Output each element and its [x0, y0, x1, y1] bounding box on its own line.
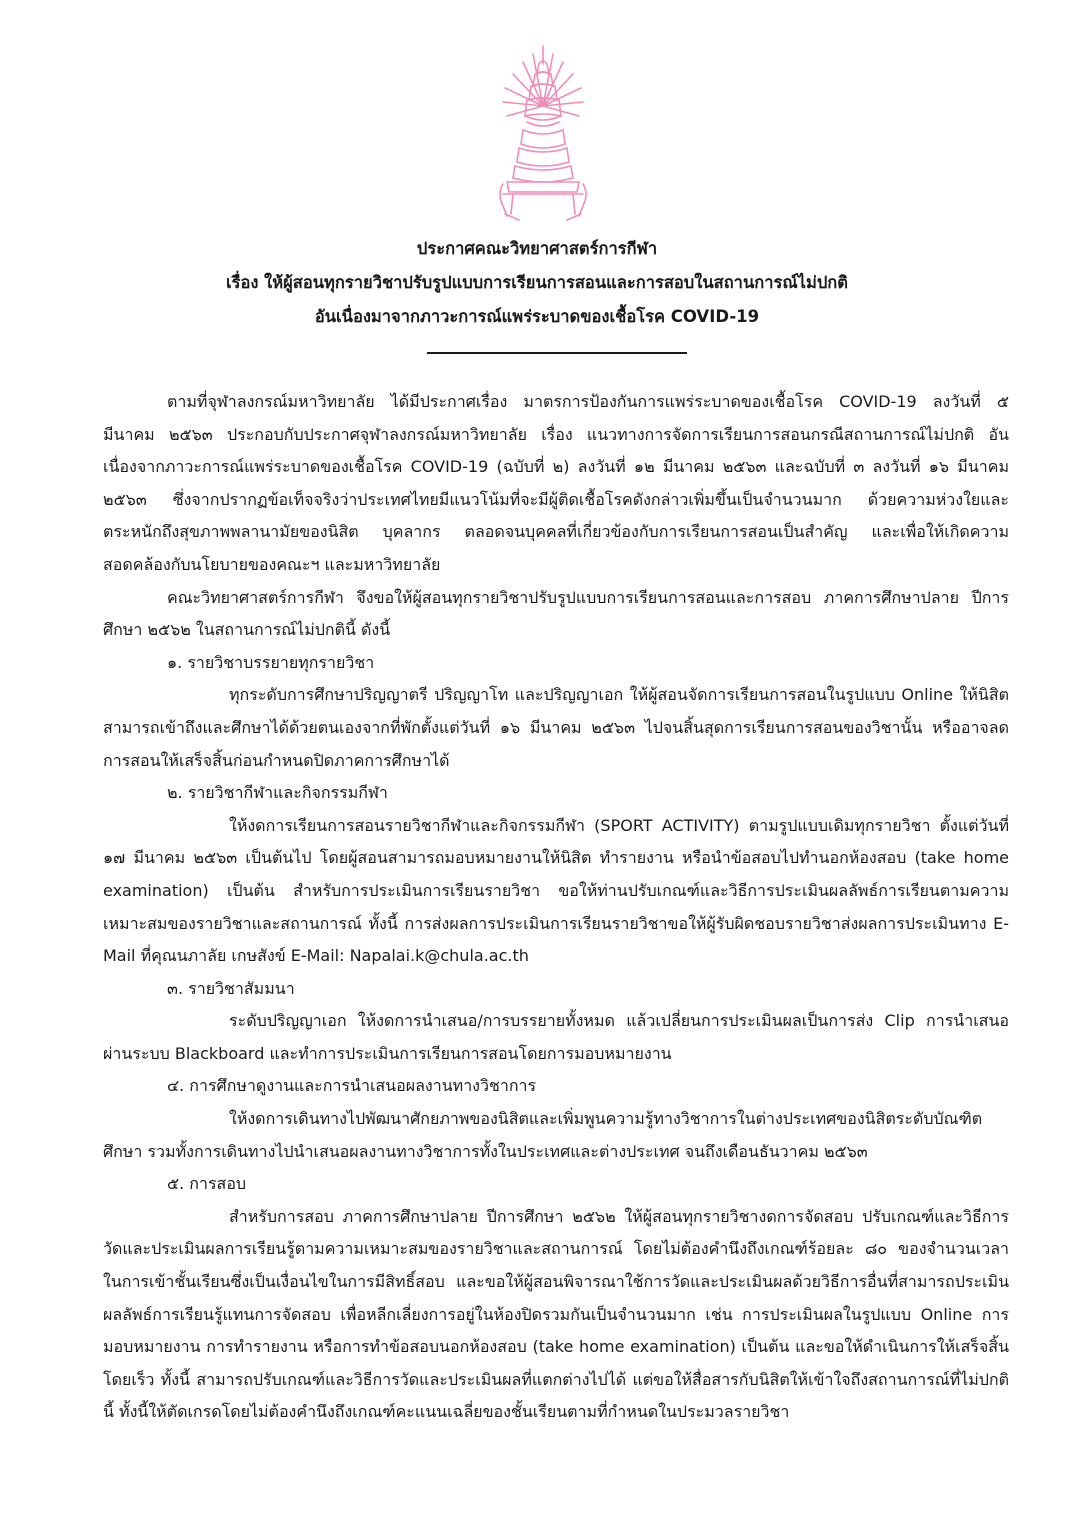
item-heading: ๑. รายวิชาบรรยายทุกรายวิชา	[167, 652, 375, 672]
item-heading: ๕. การสอบ	[167, 1174, 247, 1194]
header-subject: เรื่อง ให้ผู้สอนทุกรายวิชาปรับรูปแบบการเรียนการสอนและการสอบในสถานการณ์ไม่ปกติ	[225, 273, 849, 292]
item-heading: ๓. รายวิชาสัมมนา	[167, 978, 295, 998]
announcement-body	[103, 386, 1009, 1429]
item-text: ทุกระดับการศึกษาปริญญาตรี ปริญญาโท และปริญญาเอก ให้ผู้สอนจัดการเรียนการสอนในรูปแบบ Online ให้นิสิตสามารถเข้าถึงและศึกษาได้ด้วยตนเองจากที่พักตั้งแต่วันที่ ๑๖ มีนาคม ๒๕๖๓ ไปจนสิ้นสุดการเรียนการสอนของวิชานั้น หรืออาจลดการสอนให้เสร็จสิ้นก่อนกำหนดปิดภาคการศึกษาได้	[103, 685, 1009, 770]
item-heading: ๔. การศึกษาดูงานและการนำเสนอผลงานทางวิชาการ	[167, 1076, 537, 1096]
item-text: สำหรับการสอบ ภาคการศึกษาปลาย ปีการศึกษา ๒๕๖๒ ให้ผู้สอนทุกรายวิชางดการจัดสอบ ปรับเกณฑ์และวิธีการวัดและประเมินผลการเรียนรู้ตามความเหมาะสมของรายวิชาและสถานการณ์ โดยไม่ต้องคำนึงถึงเกณฑ์ร้อยละ ๘๐ ของจำนวนเวลาในการเข้าชั้นเรียนซึ่งเป็นเงื่อนไขในการมีสิทธิ์สอบ และขอให้ผู้สอนพิจารณาใช้การวัดและประเมินผลด้วยวิธีการอื่นที่สามารถประเมินผลลัพธ์การเรียนรู้แทนการจัดสอบ เพื่อหลีกเลี่ยงการอยู่ในห้องปิดรวมกันเป็นจำนวนมาก เช่น การประเมินผลในรูปแบบ Online การมอบหมายงาน การทำรายงาน หรือการทำข้อสอบนอกห้องสอบ (take home examination) เป็นต้น และขอให้ดำเนินการให้เสร็จสิ้นโดยเร็ว ทั้งนี้ สามารถปรับเกณฑ์และวิธีการวัดและประเมินผลที่แตกต่างไปได้ แต่ขอให้สื่อสารกับนิสิตให้เข้าใจถึงสถานการณ์ที่ไม่ปกตินี้ ทั้งนี้ให้ตัดเกรดโดยไม่ต้องคำนึงถึงเกณฑ์คะแนนเฉลี่ยของชั้นเรียนตามที่กำหนดในประมวลรายวิชา	[103, 1206, 1009, 1422]
item-text: ให้งดการเรียนการสอนรายวิชากีฬาและกิจกรรมกีฬา (SPORT ACTIVITY) ตามรูปแบบเดิมทุกรายวิชา ตั้งแต่วันที่ ๑๗ มีนาคม ๒๕๖๓ เป็นต้นไป โดยผู้สอนสามารถมอบหมายงานให้นิสิต ทำรายงาน หรือนำข้อสอบไปทำนอกห้องสอบ (take home examination) เป็นต้น สำหรับการประเมินการเรียนรายวิชา ขอให้ท่านปรับเกณฑ์และวิธีการประเมินผลลัพธ์การเรียนตามความเหมาะสมของรายวิชาและสถานการณ์ ทั้งนี้ การส่งผลการประเมินการเรียนรายวิชาขอให้ผู้รับผิดชอบรายวิชาส่งผลการประเมินทาง E-Mail ที่คุณนภาลัย เกษสังข์ E-Mail: Napalai.k@chula.ac.th	[103, 815, 1009, 966]
header-title: ประกาศคณะวิทยาศาสตร์การกีฬา	[416, 239, 658, 258]
item-heading: ๒. รายวิชากีฬาและกิจกรรมกีฬา	[167, 783, 388, 803]
chulalongkorn-emblem-icon	[493, 44, 593, 224]
announcement-header	[0, 232, 1074, 334]
intro-paragraph: ตามที่จุฬาลงกรณ์มหาวิทยาลัย ได้มีประกาศเรื่อง มาตรการป้องกันการแพร่ระบาดของเชื้อโรค COVID-19 ลงวันที่ ๕ มีนาคม ๒๕๖๓ ประกอบกับประกาศจุฬาลงกรณ์มหาวิทยาลัย เรื่อง แนวทางการจัดการเรียนการสอนกรณีสถานการณ์ไม่ปกติ อันเนื่องจากภาวะการณ์แพร่ระบาดของเชื้อโรค COVID-19 (ฉบับที่ ๒) ลงวันที่ ๑๒ มีนาคม ๒๕๖๓ และฉบับที่ ๓ ลงวันที่ ๑๖ มีนาคม ๒๕๖๓ ซึ่งจากปรากฏข้อเท็จจริงว่าประเทศไทยมีแนวโน้มที่จะมีผู้ติดเชื้อโรคดังกล่าวเพิ่มขึ้นเป็นจำนวนมาก ด้วยความห่วงใยและตระหนักถึงสุขภาพพลานามัยของนิสิต บุคลากร ตลอดจนบุคคลที่เกี่ยวข้องกับการเรียนการสอนเป็นสำคัญ และเพื่อให้เกิดความสอดคล้องกับนโยบายของคณะฯ และมหาวิทยาลัย	[103, 392, 1009, 574]
item-text: ระดับปริญญาเอก ให้งดการนำเสนอ/การบรรยายทั้งหมด แล้วเปลี่ยนการประเมินผลเป็นการส่ง Clip การนำเสนอผ่านระบบ Blackboard และทำการประเมินการเรียนการสอนโดยการมอบหมายงาน	[103, 1011, 1009, 1063]
header-subject-continued: อันเนื่องมาจากภาวะการณ์แพร่ระบาดของเชื้อโรค COVID-19	[314, 307, 760, 326]
directive-paragraph: คณะวิทยาศาสตร์การกีฬา จึงขอให้ผู้สอนทุกรายวิชาปรับรูปแบบการเรียนการสอนและการสอบ ภาคการศึกษาปลาย ปีการศึกษา ๒๕๖๒ ในสถานการณ์ไม่ปกตินี้ ดังนี้	[103, 587, 1009, 640]
item-text: ให้งดการเดินทางไปพัฒนาศักยภาพของนิสิตและเพิ่มพูนความรู้ทางวิชาการในต่างประเทศของนิสิตระดับบัณฑิตศึกษา รวมทั้งการเดินทางไปนำเสนอผลงานทางวิชาการทั้งในประเทศและต่างประเทศ จนถึงเดือนธันวาคม ๒๕๖๓	[103, 1109, 983, 1161]
header-divider	[427, 352, 687, 354]
